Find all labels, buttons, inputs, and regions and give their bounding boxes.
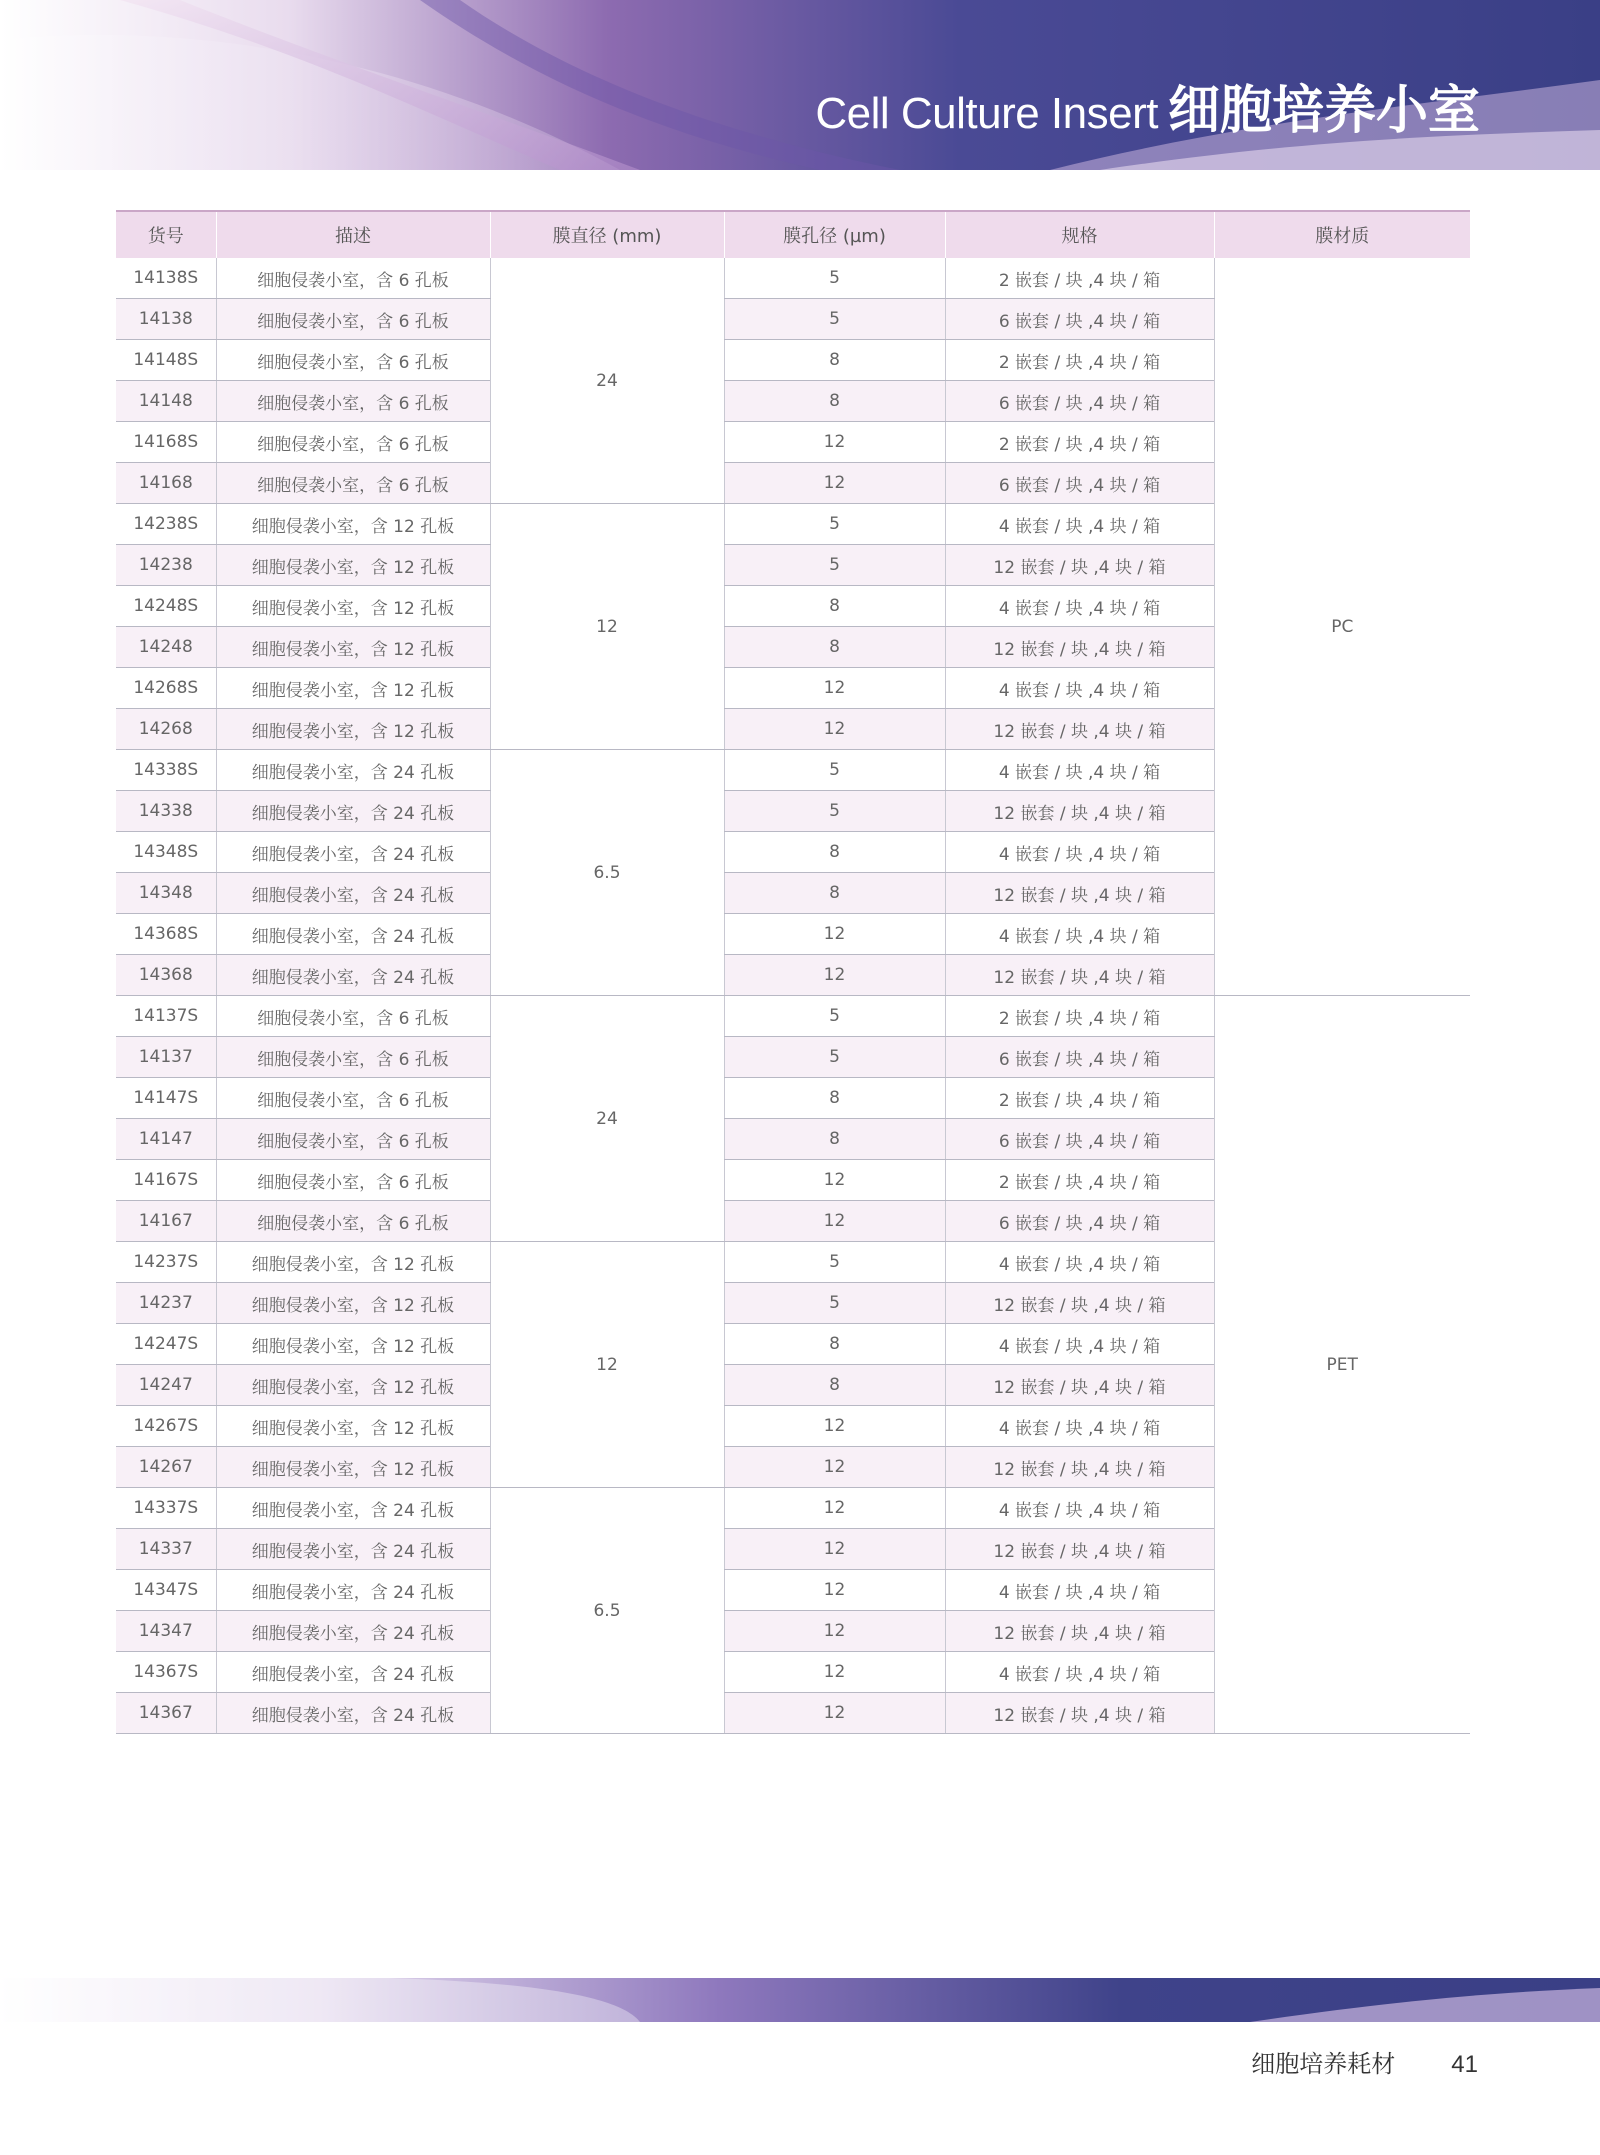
cell-description: 细胞侵袭小室，含 12 孔板 xyxy=(216,504,490,545)
cell-description: 细胞侵袭小室，含 12 孔板 xyxy=(216,1447,490,1488)
title-english: Cell Culture Insert xyxy=(815,89,1158,138)
cell-pore-size: 5 xyxy=(724,791,945,832)
cell-sku: 14168S xyxy=(116,422,216,463)
cell-specification: 6 嵌套 / 块 ,4 块 / 箱 xyxy=(945,381,1214,422)
cell-description: 细胞侵袭小室，含 24 孔板 xyxy=(216,791,490,832)
cell-sku: 14168 xyxy=(116,463,216,504)
cell-description: 细胞侵袭小室，含 6 孔板 xyxy=(216,299,490,340)
cell-description: 细胞侵袭小室，含 6 孔板 xyxy=(216,463,490,504)
column-header-description: 描述 xyxy=(216,211,490,258)
cell-specification: 6 嵌套 / 块 ,4 块 / 箱 xyxy=(945,1201,1214,1242)
cell-sku: 14237 xyxy=(116,1283,216,1324)
cell-pore-size: 5 xyxy=(724,504,945,545)
cell-description: 细胞侵袭小室，含 6 孔板 xyxy=(216,422,490,463)
cell-specification: 2 嵌套 / 块 ,4 块 / 箱 xyxy=(945,422,1214,463)
cell-sku: 14338 xyxy=(116,791,216,832)
cell-description: 细胞侵袭小室，含 6 孔板 xyxy=(216,1119,490,1160)
cell-description: 细胞侵袭小室，含 12 孔板 xyxy=(216,1365,490,1406)
cell-pore-size: 12 xyxy=(724,1488,945,1529)
cell-description: 细胞侵袭小室，含 24 孔板 xyxy=(216,1652,490,1693)
cell-sku: 14347 xyxy=(116,1611,216,1652)
cell-description: 细胞侵袭小室，含 6 孔板 xyxy=(216,1201,490,1242)
cell-specification: 2 嵌套 / 块 ,4 块 / 箱 xyxy=(945,1078,1214,1119)
cell-specification: 4 嵌套 / 块 ,4 块 / 箱 xyxy=(945,1570,1214,1611)
cell-specification: 12 嵌套 / 块 ,4 块 / 箱 xyxy=(945,1693,1214,1734)
cell-specification: 12 嵌套 / 块 ,4 块 / 箱 xyxy=(945,709,1214,750)
cell-description: 细胞侵袭小室，含 24 孔板 xyxy=(216,750,490,791)
cell-membrane-diameter: 6.5 xyxy=(490,1488,724,1734)
cell-membrane-diameter: 24 xyxy=(490,996,724,1242)
cell-pore-size: 12 xyxy=(724,1611,945,1652)
cell-pore-size: 12 xyxy=(724,1160,945,1201)
page-number: 41 xyxy=(1451,2051,1478,2078)
cell-description: 细胞侵袭小室，含 24 孔板 xyxy=(216,873,490,914)
cell-sku: 14367 xyxy=(116,1693,216,1734)
cell-specification: 12 嵌套 / 块 ,4 块 / 箱 xyxy=(945,1283,1214,1324)
cell-specification: 12 嵌套 / 块 ,4 块 / 箱 xyxy=(945,791,1214,832)
cell-description: 细胞侵袭小室，含 12 孔板 xyxy=(216,1406,490,1447)
cell-pore-size: 12 xyxy=(724,463,945,504)
cell-sku: 14268 xyxy=(116,709,216,750)
cell-sku: 14338S xyxy=(116,750,216,791)
cell-description: 细胞侵袭小室，含 12 孔板 xyxy=(216,586,490,627)
cell-membrane-material: PC xyxy=(1214,258,1470,996)
cell-sku: 14368S xyxy=(116,914,216,955)
cell-pore-size: 12 xyxy=(724,1201,945,1242)
cell-specification: 4 嵌套 / 块 ,4 块 / 箱 xyxy=(945,1242,1214,1283)
cell-sku: 14147S xyxy=(116,1078,216,1119)
cell-description: 细胞侵袭小室，含 12 孔板 xyxy=(216,1283,490,1324)
cell-sku: 14248S xyxy=(116,586,216,627)
cell-pore-size: 8 xyxy=(724,1365,945,1406)
cell-specification: 12 嵌套 / 块 ,4 块 / 箱 xyxy=(945,873,1214,914)
cell-specification: 4 嵌套 / 块 ,4 块 / 箱 xyxy=(945,914,1214,955)
cell-pore-size: 8 xyxy=(724,1119,945,1160)
cell-sku: 14148S xyxy=(116,340,216,381)
cell-specification: 12 嵌套 / 块 ,4 块 / 箱 xyxy=(945,955,1214,996)
cell-pore-size: 5 xyxy=(724,1037,945,1078)
cell-sku: 14247S xyxy=(116,1324,216,1365)
cell-pore-size: 8 xyxy=(724,381,945,422)
cell-description: 细胞侵袭小室，含 12 孔板 xyxy=(216,627,490,668)
cell-sku: 14137 xyxy=(116,1037,216,1078)
cell-description: 细胞侵袭小室，含 6 孔板 xyxy=(216,1078,490,1119)
header-banner xyxy=(0,0,1600,170)
cell-specification: 2 嵌套 / 块 ,4 块 / 箱 xyxy=(945,340,1214,381)
cell-membrane-diameter: 6.5 xyxy=(490,750,724,996)
cell-sku: 14347S xyxy=(116,1570,216,1611)
cell-sku: 14138S xyxy=(116,258,216,299)
cell-pore-size: 12 xyxy=(724,955,945,996)
cell-description: 细胞侵袭小室，含 6 孔板 xyxy=(216,340,490,381)
cell-pore-size: 12 xyxy=(724,1529,945,1570)
cell-description: 细胞侵袭小室，含 12 孔板 xyxy=(216,668,490,709)
column-header-membrane-material: 膜材质 xyxy=(1214,211,1470,258)
cell-sku: 14167 xyxy=(116,1201,216,1242)
cell-sku: 14148 xyxy=(116,381,216,422)
cell-description: 细胞侵袭小室，含 12 孔板 xyxy=(216,1242,490,1283)
cell-sku: 14337S xyxy=(116,1488,216,1529)
cell-specification: 4 嵌套 / 块 ,4 块 / 箱 xyxy=(945,1488,1214,1529)
cell-specification: 4 嵌套 / 块 ,4 块 / 箱 xyxy=(945,504,1214,545)
product-table xyxy=(116,210,1470,1734)
cell-description: 细胞侵袭小室，含 6 孔板 xyxy=(216,381,490,422)
cell-specification: 6 嵌套 / 块 ,4 块 / 箱 xyxy=(945,1119,1214,1160)
cell-specification: 2 嵌套 / 块 ,4 块 / 箱 xyxy=(945,258,1214,299)
column-header-membrane-diameter: 膜直径 (mm) xyxy=(490,211,724,258)
table-row xyxy=(116,996,1470,1037)
cell-pore-size: 12 xyxy=(724,668,945,709)
cell-description: 细胞侵袭小室，含 24 孔板 xyxy=(216,1488,490,1529)
table-body xyxy=(116,258,1470,1734)
cell-membrane-diameter: 12 xyxy=(490,1242,724,1488)
cell-sku: 14237S xyxy=(116,1242,216,1283)
cell-specification: 6 嵌套 / 块 ,4 块 / 箱 xyxy=(945,1037,1214,1078)
cell-description: 细胞侵袭小室，含 24 孔板 xyxy=(216,955,490,996)
footer xyxy=(1251,2044,1478,2079)
cell-sku: 14348 xyxy=(116,873,216,914)
cell-description: 细胞侵袭小室，含 12 孔板 xyxy=(216,545,490,586)
cell-pore-size: 5 xyxy=(724,996,945,1037)
cell-description: 细胞侵袭小室，含 12 孔板 xyxy=(216,1324,490,1365)
cell-pore-size: 8 xyxy=(724,1324,945,1365)
cell-pore-size: 8 xyxy=(724,340,945,381)
cell-description: 细胞侵袭小室，含 24 孔板 xyxy=(216,1693,490,1734)
cell-sku: 14138 xyxy=(116,299,216,340)
cell-pore-size: 12 xyxy=(724,422,945,463)
cell-specification: 12 嵌套 / 块 ,4 块 / 箱 xyxy=(945,1365,1214,1406)
cell-membrane-material: PET xyxy=(1214,996,1470,1734)
cell-pore-size: 5 xyxy=(724,258,945,299)
cell-specification: 4 嵌套 / 块 ,4 块 / 箱 xyxy=(945,1324,1214,1365)
cell-sku: 14248 xyxy=(116,627,216,668)
cell-sku: 14337 xyxy=(116,1529,216,1570)
cell-sku: 14368 xyxy=(116,955,216,996)
column-header-sku: 货号 xyxy=(116,211,216,258)
cell-pore-size: 12 xyxy=(724,709,945,750)
cell-specification: 4 嵌套 / 块 ,4 块 / 箱 xyxy=(945,586,1214,627)
cell-specification: 4 嵌套 / 块 ,4 块 / 箱 xyxy=(945,750,1214,791)
footer-band-graphic xyxy=(0,1970,1600,2022)
cell-pore-size: 8 xyxy=(724,627,945,668)
cell-pore-size: 12 xyxy=(724,1406,945,1447)
cell-pore-size: 5 xyxy=(724,1242,945,1283)
cell-pore-size: 5 xyxy=(724,299,945,340)
cell-pore-size: 12 xyxy=(724,914,945,955)
cell-specification: 4 嵌套 / 块 ,4 块 / 箱 xyxy=(945,832,1214,873)
cell-specification: 2 嵌套 / 块 ,4 块 / 箱 xyxy=(945,996,1214,1037)
cell-description: 细胞侵袭小室，含 24 孔板 xyxy=(216,832,490,873)
cell-specification: 6 嵌套 / 块 ,4 块 / 箱 xyxy=(945,299,1214,340)
cell-pore-size: 5 xyxy=(724,545,945,586)
cell-specification: 12 嵌套 / 块 ,4 块 / 箱 xyxy=(945,627,1214,668)
cell-pore-size: 5 xyxy=(724,750,945,791)
cell-specification: 4 嵌套 / 块 ,4 块 / 箱 xyxy=(945,1406,1214,1447)
cell-pore-size: 12 xyxy=(724,1447,945,1488)
cell-pore-size: 5 xyxy=(724,1283,945,1324)
cell-specification: 2 嵌套 / 块 ,4 块 / 箱 xyxy=(945,1160,1214,1201)
cell-specification: 4 嵌套 / 块 ,4 块 / 箱 xyxy=(945,668,1214,709)
cell-description: 细胞侵袭小室，含 24 孔板 xyxy=(216,1570,490,1611)
footer-band xyxy=(0,1970,1600,2022)
footer-label: 细胞培养耗材 xyxy=(1251,2050,1396,2078)
cell-membrane-diameter: 12 xyxy=(490,504,724,750)
cell-pore-size: 12 xyxy=(724,1693,945,1734)
cell-specification: 12 嵌套 / 块 ,4 块 / 箱 xyxy=(945,545,1214,586)
table-header-row xyxy=(116,211,1470,258)
cell-pore-size: 8 xyxy=(724,873,945,914)
cell-sku: 14147 xyxy=(116,1119,216,1160)
cell-sku: 14268S xyxy=(116,668,216,709)
cell-sku: 14238S xyxy=(116,504,216,545)
cell-specification: 6 嵌套 / 块 ,4 块 / 箱 xyxy=(945,463,1214,504)
cell-pore-size: 12 xyxy=(724,1570,945,1611)
cell-pore-size: 12 xyxy=(724,1652,945,1693)
cell-description: 细胞侵袭小室，含 6 孔板 xyxy=(216,996,490,1037)
cell-specification: 12 嵌套 / 块 ,4 块 / 箱 xyxy=(945,1529,1214,1570)
cell-sku: 14267S xyxy=(116,1406,216,1447)
cell-specification: 12 嵌套 / 块 ,4 块 / 箱 xyxy=(945,1611,1214,1652)
cell-pore-size: 8 xyxy=(724,586,945,627)
cell-description: 细胞侵袭小室，含 24 孔板 xyxy=(216,914,490,955)
cell-sku: 14267 xyxy=(116,1447,216,1488)
column-header-pore-size: 膜孔径 (µm) xyxy=(724,211,945,258)
cell-description: 细胞侵袭小室，含 24 孔板 xyxy=(216,1611,490,1652)
table-row xyxy=(116,258,1470,299)
cell-sku: 14238 xyxy=(116,545,216,586)
cell-description: 细胞侵袭小室，含 24 孔板 xyxy=(216,1529,490,1570)
column-header-specification: 规格 xyxy=(945,211,1214,258)
cell-sku: 14348S xyxy=(116,832,216,873)
cell-specification: 12 嵌套 / 块 ,4 块 / 箱 xyxy=(945,1447,1214,1488)
cell-description: 细胞侵袭小室，含 6 孔板 xyxy=(216,1160,490,1201)
cell-sku: 14167S xyxy=(116,1160,216,1201)
cell-specification: 4 嵌套 / 块 ,4 块 / 箱 xyxy=(945,1652,1214,1693)
cell-sku: 14367S xyxy=(116,1652,216,1693)
cell-pore-size: 8 xyxy=(724,1078,945,1119)
cell-description: 细胞侵袭小室，含 6 孔板 xyxy=(216,258,490,299)
page-title xyxy=(815,68,1480,143)
cell-pore-size: 8 xyxy=(724,832,945,873)
cell-membrane-diameter: 24 xyxy=(490,258,724,504)
title-chinese: 细胞培养小室 xyxy=(1167,81,1480,141)
cell-sku: 14137S xyxy=(116,996,216,1037)
cell-description: 细胞侵袭小室，含 12 孔板 xyxy=(216,709,490,750)
cell-sku: 14247 xyxy=(116,1365,216,1406)
cell-description: 细胞侵袭小室，含 6 孔板 xyxy=(216,1037,490,1078)
